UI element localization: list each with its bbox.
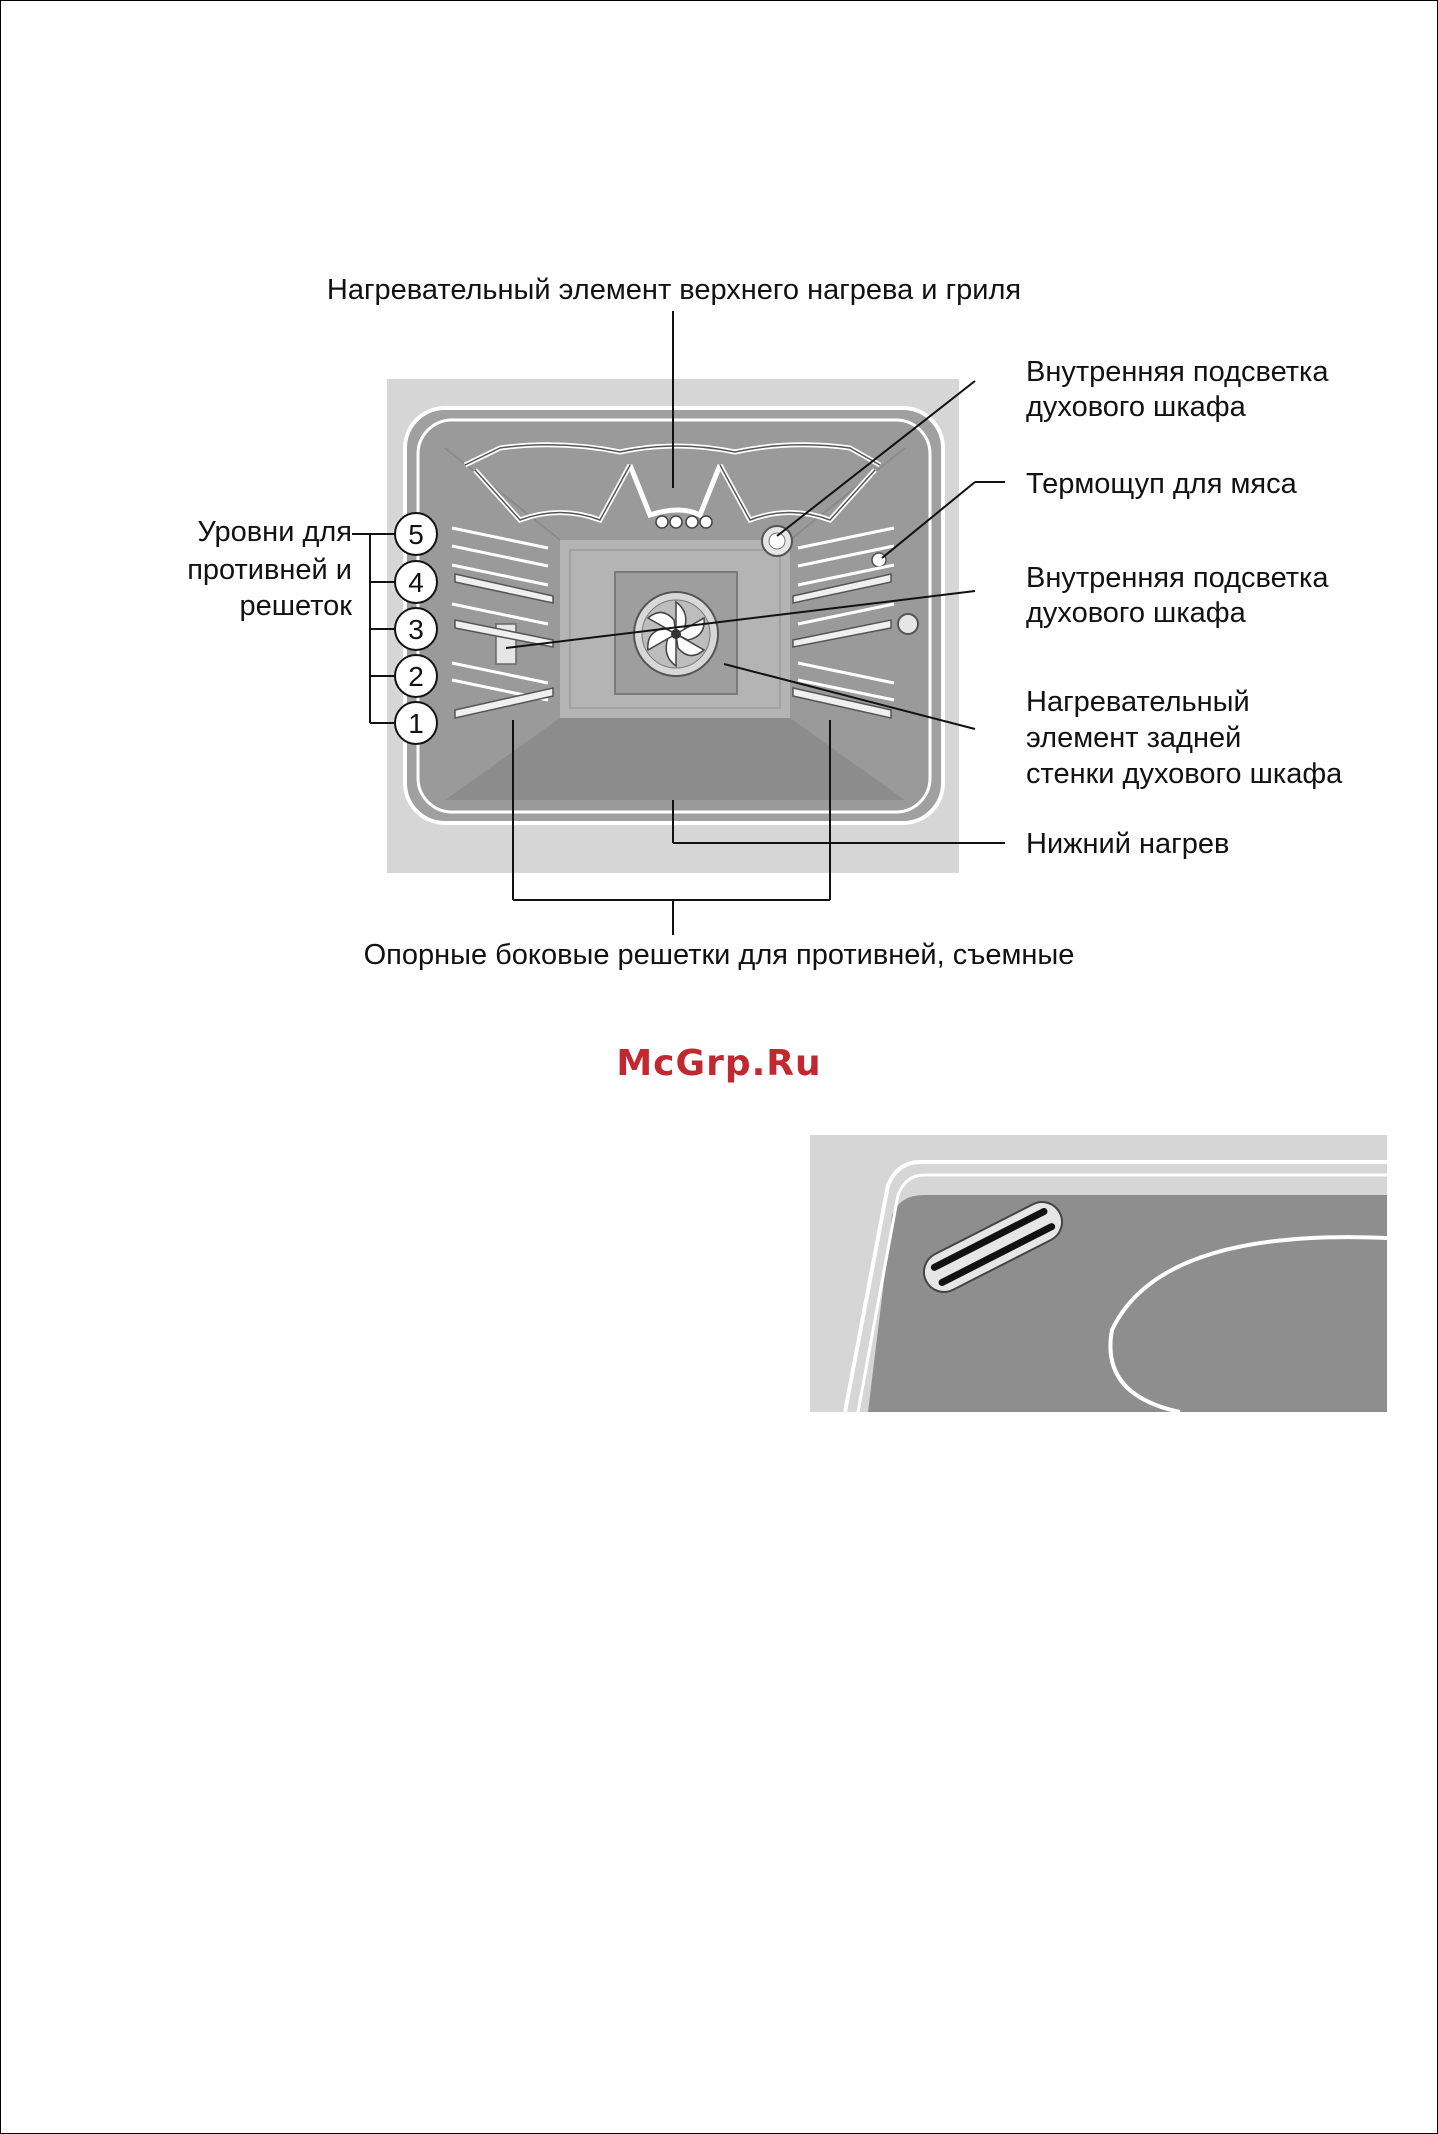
label-light-mid-line2: духового шкафа [1026, 597, 1246, 629]
level-number-1: 1 [408, 708, 424, 739]
label-rear-heater-line3: стенки духового шкафа [1026, 758, 1343, 790]
label-light-top-line1: Внутренняя подсветка [1026, 356, 1329, 388]
label-light-top-line2: духового шкафа [1026, 391, 1246, 423]
label-thermoprobe: Термощуп для мяса [1026, 468, 1297, 500]
thermoprobe-socket [872, 553, 886, 567]
label-levels-line2: противней и [187, 554, 352, 586]
label-top-heater: Нагревательный элемент верхнего нагрева и гриля [326, 274, 1022, 306]
level-number-5: 5 [408, 519, 424, 550]
label-light-mid-line1: Внутренняя подсветка [1026, 562, 1329, 594]
label-levels-line3: решеток [239, 590, 352, 622]
watermark: McGrp.Ru [616, 1043, 822, 1084]
label-bottom-heater: Нижний нагрев [1026, 828, 1230, 860]
level-number-4: 4 [408, 567, 424, 598]
label-rear-heater-line2: элемент задней [1026, 722, 1242, 754]
detail-illustration [810, 1135, 1387, 1412]
oven-light-side [898, 614, 918, 634]
label-rear-heater-line1: Нагревательный [1026, 686, 1250, 718]
level-number-2: 2 [408, 661, 424, 692]
fan-hub [671, 629, 681, 639]
label-levels-line1: Уровни для [197, 516, 352, 548]
label-side-racks: Опорные боковые решетки для противней, съемные [363, 939, 1075, 971]
level-number-3: 3 [408, 614, 424, 645]
